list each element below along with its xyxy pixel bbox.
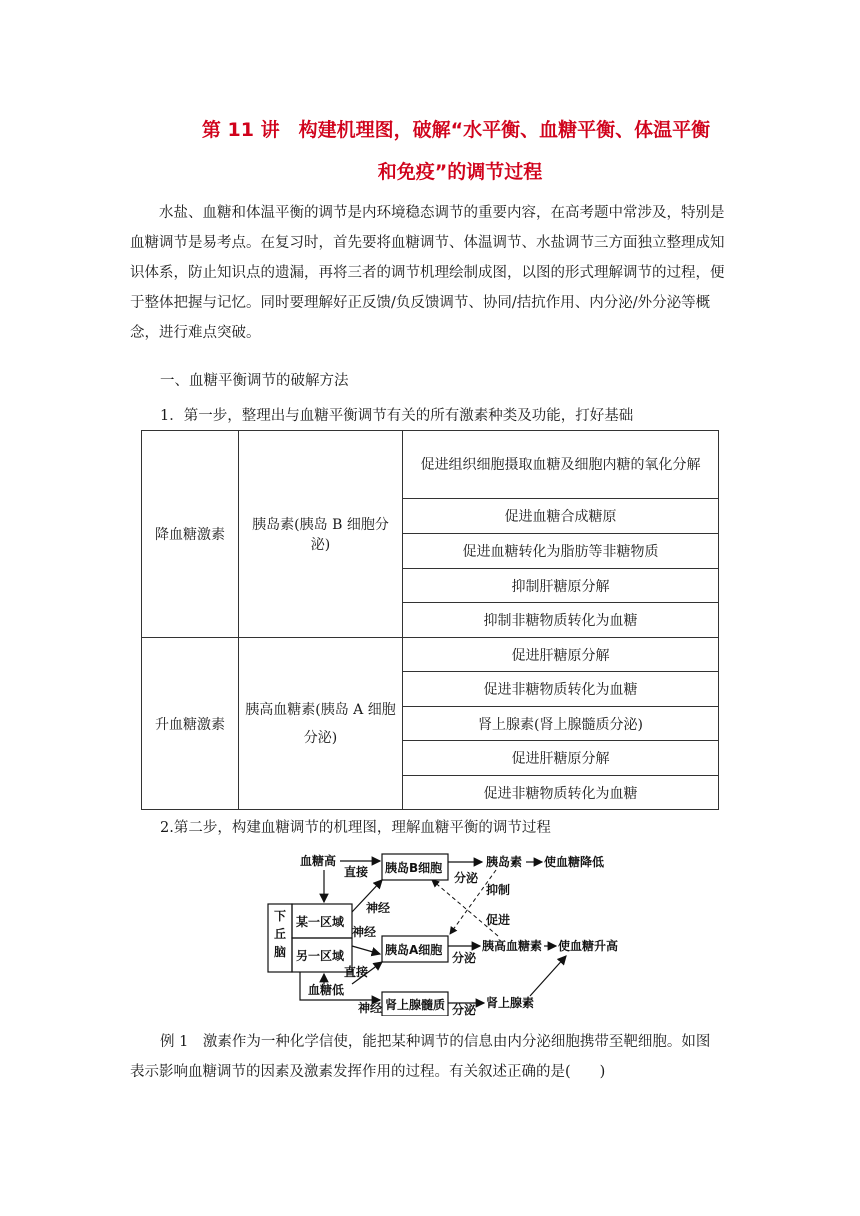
raise-sugar-label: 使血糖升高 xyxy=(558,939,619,953)
cell-glucagon: 胰高血糖素(胰岛 A 细胞分泌) xyxy=(239,638,403,810)
arrow xyxy=(352,946,380,954)
secrete-label: 分泌 xyxy=(452,951,477,965)
direct-label: 直接 xyxy=(344,865,369,879)
cell-func: 抑制肝糖原分解 xyxy=(403,569,719,603)
cell-func: 促进组织细胞摄取血糖及细胞内糖的氧化分解 xyxy=(403,431,719,499)
inhibit-label: 抑制 xyxy=(486,883,511,897)
cell-func: 抑制非糖物质转化为血糖 xyxy=(403,603,719,638)
low-sugar-label: 血糖低 xyxy=(308,983,345,997)
b-cell-label: 胰岛B细胞 xyxy=(385,861,443,875)
lower-sugar-label: 使血糖降低 xyxy=(544,855,605,869)
intro-paragraph: 水盐、血糖和体温平衡的调节是内环境稳态调节的重要内容，在高考题中常涉及，特别是血糖调节是易考点。在复习时，首先要将血糖调节、体温调节、水盐调节三方面独立整理成知识体系，防止知识点的遗漏，再将三者的调节机理绘制成图，以图的形式理解调节的过程，便于整体把握与记忆。同时要理解好正反馈/负反馈调节、协同/拮抗作用、内分泌/外分泌等概念，进行难点突破。 xyxy=(130,205,725,341)
hypo-char: 丘 xyxy=(274,927,287,941)
secrete-label: 分泌 xyxy=(454,871,479,885)
nerve-label: 神经 xyxy=(366,901,391,915)
secrete-label: 分泌 xyxy=(452,1003,477,1016)
arrow xyxy=(530,956,566,996)
hormone-table xyxy=(141,430,719,810)
example1-line2: 表示影响血糖调节的因素及激素发挥作用的过程。有关叙述正确的是( ) xyxy=(130,1064,606,1080)
step1-text: 1．第一步，整理出与血糖平衡调节有关的所有激素种类及功能，打好基础 xyxy=(160,408,634,424)
a-cell-label: 胰岛A细胞 xyxy=(385,943,443,957)
insulin-label: 胰岛素 xyxy=(486,855,523,869)
hypo-char: 下 xyxy=(274,909,287,923)
cell-func: 促进肝糖原分解 xyxy=(403,638,719,672)
adrenal-label: 肾上腺髓质 xyxy=(385,998,446,1012)
nerve-label: 神经 xyxy=(358,1001,383,1015)
direct-label-2: 直接 xyxy=(344,965,369,979)
area1-label: 某一区域 xyxy=(296,915,345,929)
high-sugar-label: 血糖高 xyxy=(300,854,337,868)
page-title-line1: 第 11 讲 构建机理图，破解“水平衡、血糖平衡、体温平衡 xyxy=(201,119,711,141)
hypo-char: 脑 xyxy=(274,945,287,959)
promote-label: 促进 xyxy=(486,913,511,927)
cell-func: 促进非糖物质转化为血糖 xyxy=(403,776,719,810)
area2-label: 另一区域 xyxy=(296,949,345,963)
cell-adrenaline: 肾上腺素(肾上腺髓质分泌) xyxy=(403,707,719,741)
example1-line1: 例 1 激素作为一种化学信使，能把某种调节的信息由内分泌细胞携带至靶细胞。如图 xyxy=(160,1034,711,1050)
adrenaline-label: 肾上腺素 xyxy=(486,996,535,1010)
cell-func: 促进非糖物质转化为血糖 xyxy=(403,672,719,707)
blood-sugar-diagram xyxy=(260,846,640,1016)
cell-func: 促进血糖转化为脂肪等非糖物质 xyxy=(403,534,719,569)
page-title-line2: 和免疫”的调节过程 xyxy=(377,161,543,183)
nerve-label: 神经 xyxy=(352,925,377,939)
cell-lower-label: 降血糖激素 xyxy=(142,431,239,638)
section-heading: 一、血糖平衡调节的破解方法 xyxy=(160,373,349,389)
cell-raise-label: 升血糖激素 xyxy=(142,638,239,810)
cell-insulin: 胰岛素(胰岛 B 细胞分泌) xyxy=(239,431,403,638)
cell-func: 促进肝糖原分解 xyxy=(403,741,719,776)
glucagon-label: 胰高血糖素 xyxy=(482,939,543,953)
step2-text: 2.第二步，构建血糖调节的机理图，理解血糖平衡的调节过程 xyxy=(160,820,551,836)
cell-func: 促进血糖合成糖原 xyxy=(403,499,719,534)
